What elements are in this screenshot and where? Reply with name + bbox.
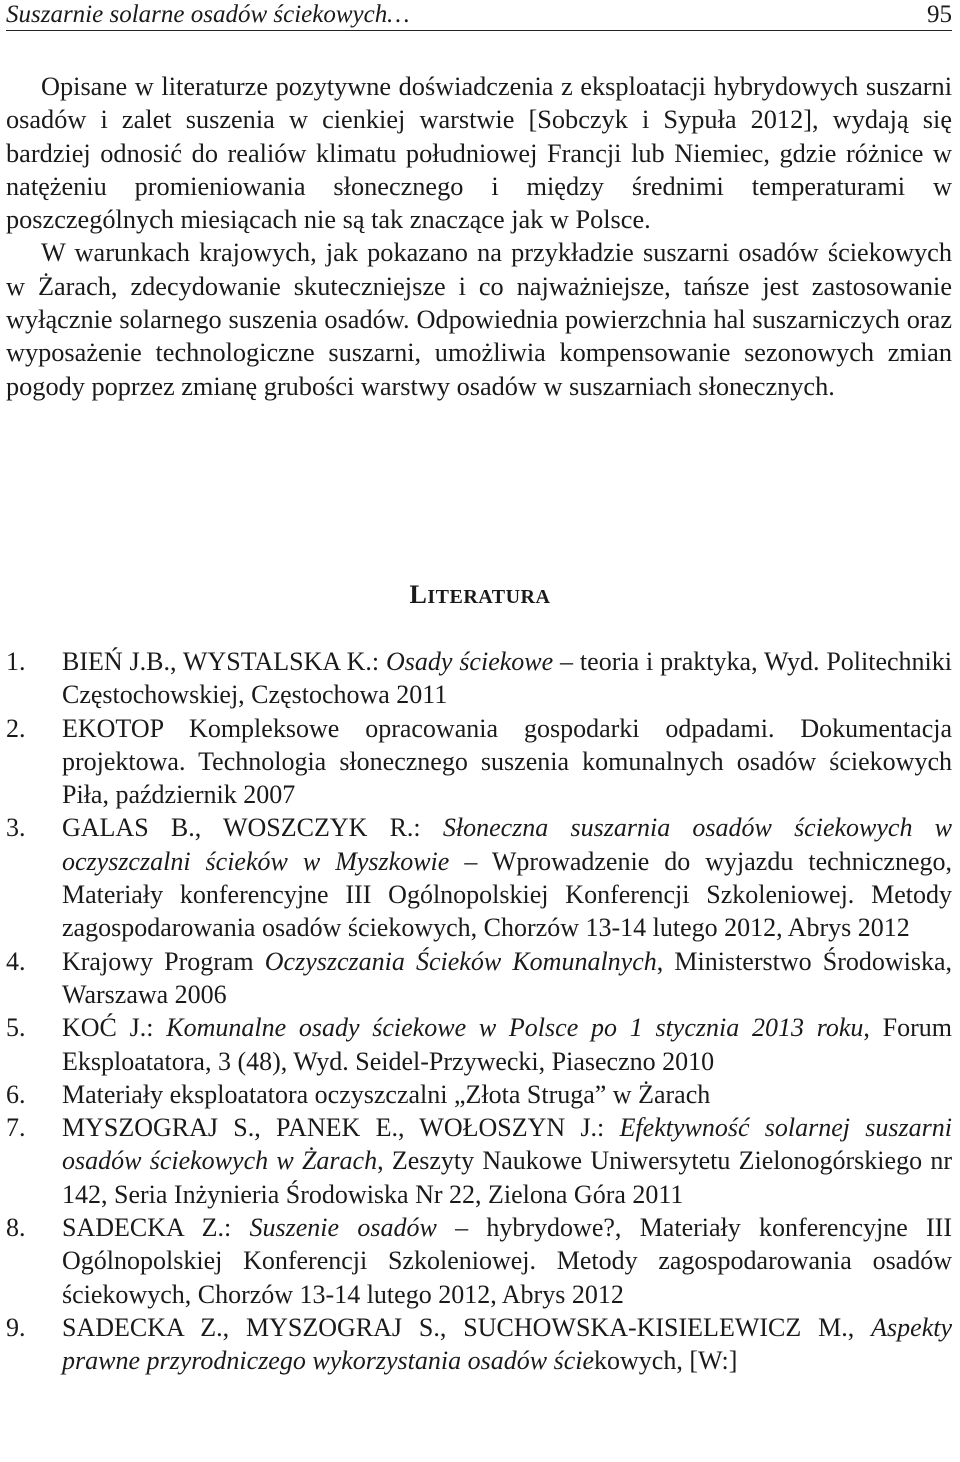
page-number: 95 [927,1,952,28]
reference-item: 2. EKOTOP Kompleksowe opracowania gospodarki odpadami. Dokumentacja projektowa. Technologia słonecznego suszenia komunalnych osadów ściekowych Piła, październik 2007 [6,713,952,810]
reference-item: 3. GALAS B., WOSZCZYK R.: Słoneczna suszarnia osadów ściekowych w oczyszczalni ścieków w Myszkowie – Wprowadzenie do wyjazdu technicznego, Materiały konferencyjne III Ogólnopolskiej Konferencji Szkoleniowej. Metody zagospodarowania osadów ściekowych, Chorzów 13-14 lutego 2012, Abrys 2012 [6,813,952,943]
reference-item: 8. SADECKA Z.: Suszenie osadów – hybrydowe?, Materiały konferencyjne III Ogólnopolskiej Konferencji Szkoleniowej. Metody zagospodarowania osadów ściekowych, Chorzów 13-14 lutego 2012, Abrys 2012 [6,1213,953,1309]
reference-item: 1. BIEŃ J.B., WYSTALSKA K.: Osady ściekowe – teoria i praktyka, Wyd. Politechniki Częstochowskiej, Częstochowa 2011 [6,647,953,710]
running-title: Suszarnie solarne osadów ściekowych… [6,1,410,28]
paragraph-1: Opisane w literaturze pozytywne doświadczenia z eksploatacji hybrydowych suszarni osadów i zalet suszenia w cienkiej warstwie [Sobczyk i Sypuła 2012], wydają się bardziej odnosić do realiów klimatu południowej Francji lub Niemiec, gdzie różnice w natężeniu promieniowania słonecznego i między średnimi temperaturami w poszczególnych miesiącach nie są tak znaczące jak w Polsce. [6,72,952,235]
paragraph-2: W warunkach krajowych, jak pokazano na przykładzie suszarni osadów ściekowych w Żarach, zdecydowanie skuteczniejsze i co najważniejsze, tańsze jest zastosowanie wyłącznie solarnego suszenia osadów. Odpowiednia powierzchnia hal suszarniczych oraz wyposażenie technologiczne suszarni, umożliwia kompensowanie sezonowych zmian pogody poprzez zmianę grubości warstwy osadów w suszarniach słonecznych. [6,238,952,401]
reference-list [6,645,952,1378]
literature-heading: LITERATURA [409,580,551,609]
reference-item: 4. Krajowy Program Oczyszczania Ścieków Komunalnych, Ministerstwo Środowiska, Warszawa 2006 [6,946,953,1009]
running-header [6,0,952,31]
reference-item: 6. Materiały eksploatatora oczyszczalni „Złota Struga” w Żarach [6,1079,711,1109]
body-text [6,70,952,403]
reference-item: 9. SADECKA Z., MYSZOGRAJ S., SUCHOWSKA-KISIELEWICZ M., Aspekty prawne przyrodniczego wykorzystania osadów ściekowych, [W:] [6,1312,952,1376]
reference-item: 7. MYSZOGRAJ S., PANEK E., WOŁOSZYN J.: Efektywność solarnej suszarni osadów ściekowych w Żarach, Zeszyty Naukowe Uniwersytetu Zielonogórskiego nr 142, Seria Inżynieria Środowiska Nr 22, Zielona Góra 2011 [6,1113,952,1209]
reference-item: 5. KOĆ J.: Komunalne osady ściekowe w Polsce po 1 stycznia 2013 roku, Forum Eksploatatora, 3 (48), Wyd. Seidel-Przywecki, Piaseczno 2010 [6,1013,952,1076]
